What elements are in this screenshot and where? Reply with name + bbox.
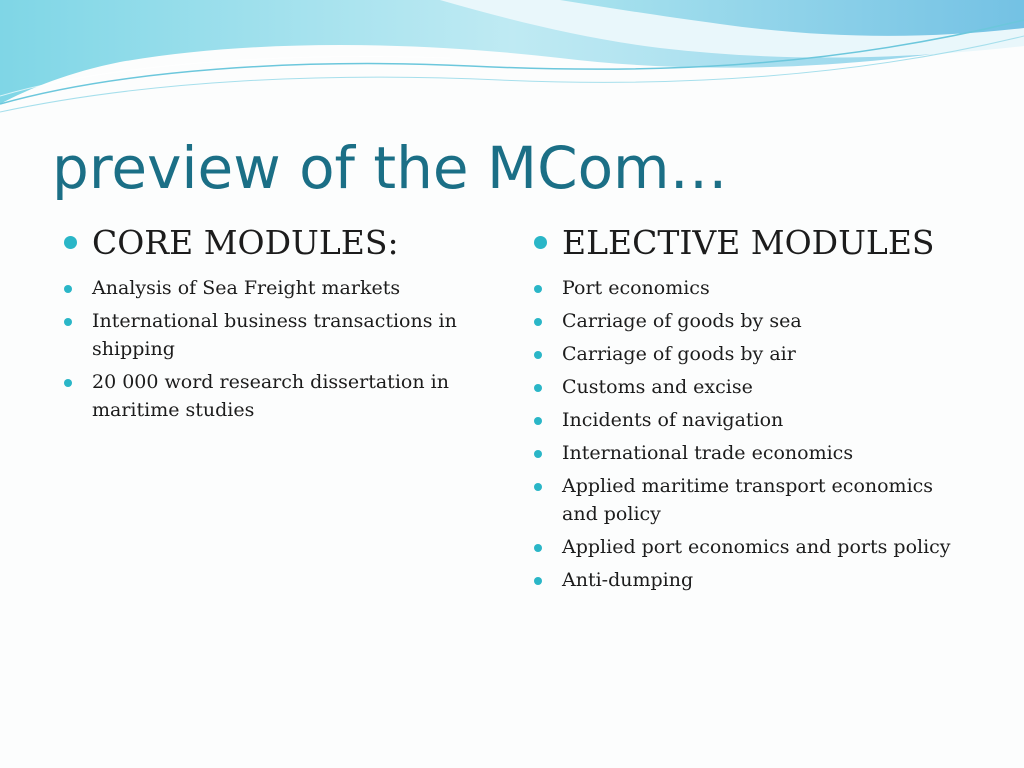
list-item [532, 533, 972, 561]
list-item-text: International business transactions in shipping [92, 310, 457, 360]
list-item [532, 472, 972, 528]
slide-title: preview of the MCom… [52, 134, 728, 202]
bullet-icon [64, 285, 72, 293]
list-item [532, 274, 972, 302]
core-modules-list [62, 274, 482, 424]
list-item-text: Carriage of goods by air [562, 343, 796, 365]
elective-modules-list [532, 274, 972, 594]
list-item-text: Applied port economics and ports policy [562, 536, 951, 558]
list-item [62, 368, 482, 424]
list-item [532, 439, 972, 467]
elective-modules-column [532, 222, 972, 599]
bullet-icon [534, 450, 542, 458]
bullet-icon [64, 318, 72, 326]
core-modules-column [62, 222, 482, 429]
list-item [532, 307, 972, 335]
bullet-icon [64, 379, 72, 387]
list-item-text: Incidents of navigation [562, 409, 784, 431]
list-item-text: Anti-dumping [562, 569, 694, 591]
list-item [532, 566, 972, 594]
bullet-icon [64, 236, 77, 249]
list-item [62, 307, 482, 363]
bullet-icon [534, 417, 542, 425]
list-item-text: Applied maritime transport economics and policy [562, 475, 934, 525]
list-item-text: Analysis of Sea Freight markets [92, 277, 401, 299]
list-item [62, 274, 482, 302]
bullet-icon [534, 384, 542, 392]
list-item [532, 340, 972, 368]
bullet-icon [534, 236, 547, 249]
elective-modules-heading-text: ELECTIVE MODULES [562, 223, 935, 262]
list-item-text: Customs and excise [562, 376, 753, 398]
list-item-text: Port economics [562, 277, 710, 299]
bullet-icon [534, 318, 542, 326]
list-item-text: 20 000 word research dissertation in maritime studies [92, 371, 449, 421]
core-modules-heading-text: CORE MODULES: [92, 223, 399, 262]
header-wave-decoration [0, 0, 1024, 130]
list-item-text: Carriage of goods by sea [562, 310, 802, 332]
core-modules-heading [62, 222, 482, 264]
elective-modules-heading [532, 222, 972, 264]
bullet-icon [534, 577, 542, 585]
list-item [532, 406, 972, 434]
bullet-icon [534, 351, 542, 359]
bullet-icon [534, 285, 542, 293]
bullet-icon [534, 544, 542, 552]
list-item-text: International trade economics [562, 442, 854, 464]
list-item [532, 373, 972, 401]
bullet-icon [534, 483, 542, 491]
